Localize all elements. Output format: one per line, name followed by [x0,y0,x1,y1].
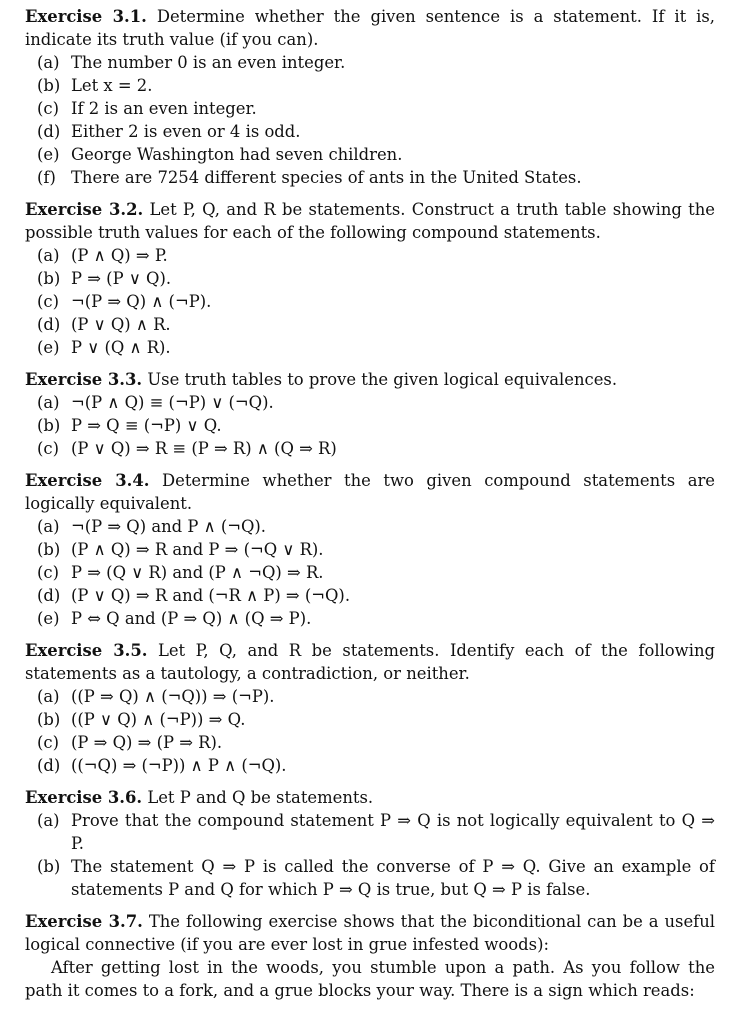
item-label: (c) [37,99,59,118]
exercise-3-7 [25,910,715,1002]
item-text: (P ∨ Q) ∧ R. [71,315,171,334]
exercise-text: Let P, Q, and R be statements. Identify each of the following statements as a tautology, a contradiction, or neither. [25,641,715,683]
list-item [25,538,715,561]
list-item [25,809,715,855]
item-list [25,391,715,460]
exercise-text: Determine whether the two given compound statements are logically equivalent. [25,471,716,513]
exercise-heading: Exercise 3.4. [25,471,150,490]
item-label: (e) [37,609,60,628]
item-label: (b) [37,857,61,876]
item-text: ((¬Q) ⇒ (¬P)) ∧ P ∧ (¬Q). [71,756,287,775]
item-label: (a) [37,393,60,412]
exercise-heading: Exercise 3.7. [25,912,143,931]
item-label: (a) [37,246,60,265]
item-text: P ⇔ Q and (P ⇒ Q) ∧ (Q ⇒ P). [71,609,312,628]
item-label: (c) [37,733,59,752]
list-item [25,731,715,754]
exercise-intro [25,639,715,685]
item-list [25,809,715,901]
item-label: (b) [37,540,61,559]
item-text: The statement Q ⇒ P is called the converse of P ⇒ Q. Give an example of statements P and Q for which P ⇒ Q is true, but Q ⇒ P is false. [71,857,715,899]
item-label: (d) [37,122,61,141]
item-label: (e) [37,145,60,164]
list-item [25,391,715,414]
item-text: (P ∧ Q) ⇒ P. [71,246,168,265]
list-item [25,437,715,460]
document-page [25,5,715,1011]
exercise-intro [25,5,715,51]
item-text: P ⇒ (Q ∨ R) and (P ∧ ¬Q) ⇒ R. [71,563,324,582]
item-text: ¬(P ⇒ Q) ∧ (¬P). [71,292,212,311]
item-text: P ⇒ (P ∨ Q). [71,269,172,288]
item-label: (d) [37,315,61,334]
list-item [25,120,715,143]
exercise-3-5 [25,639,715,777]
item-list [25,685,715,777]
item-label: (e) [37,338,60,357]
exercise-3-4 [25,469,715,630]
list-item [25,685,715,708]
item-label: (c) [37,292,59,311]
item-label: (b) [37,269,61,288]
item-text: (P ∧ Q) ⇒ R and P ⇒ (¬Q ∨ R). [71,540,324,559]
item-text: ((P ∨ Q) ∧ (¬P)) ⇒ Q. [71,710,246,729]
item-text: (P ⇒ Q) ⇒ (P ⇒ R). [71,733,223,752]
item-label: (a) [37,811,60,830]
exercise-text: Let P and Q be statements. [147,788,374,807]
item-label: (d) [37,756,61,775]
item-text: The number 0 is an even integer. [71,53,346,72]
list-item [25,74,715,97]
item-text: Either 2 is even or 4 is odd. [71,122,301,141]
exercise-intro [25,469,715,515]
exercise-text: Use truth tables to prove the given logical equivalences. [147,370,618,389]
list-item [25,754,715,777]
list-item [25,166,715,189]
item-text: (P ∨ Q) ⇒ R ≡ (P ⇒ R) ∧ (Q ⇒ R) [71,439,337,458]
item-text: ¬(P ∧ Q) ≡ (¬P) ∨ (¬Q). [71,393,274,412]
exercise-3-2 [25,198,715,359]
exercise-text: Determine whether the given sentence is a statement. If it is, indicate its truth value (if you can). [25,7,715,49]
list-item [25,267,715,290]
list-item [25,708,715,731]
item-list [25,244,715,359]
list-item [25,515,715,538]
exercise-heading: Exercise 3.6. [25,788,143,807]
list-item [25,97,715,120]
exercise-3-3 [25,368,715,460]
exercise-heading: Exercise 3.1. [25,7,147,26]
exercise-heading: Exercise 3.2. [25,200,144,219]
exercise-heading: Exercise 3.5. [25,641,148,660]
exercise-intro [25,368,715,391]
list-item [25,414,715,437]
item-text: ((P ⇒ Q) ∧ (¬Q)) ⇒ (¬P). [71,687,275,706]
item-text: There are 7254 different species of ants in the United States. [71,168,582,187]
item-label: (a) [37,53,60,72]
exercise-3-1 [25,5,715,189]
exercise-heading: Exercise 3.3. [25,370,143,389]
item-text: If 2 is an even integer. [71,99,257,118]
item-label: (f) [37,168,56,187]
list-item [25,561,715,584]
list-item [25,855,715,901]
story-paragraph: After getting lost in the woods, you stumble upon a path. As you follow the path it comes to a fork, and a grue blocks your way. There is a sign which reads: [25,958,715,1000]
list-item [25,313,715,336]
list-item [25,290,715,313]
item-list [25,51,715,189]
list-item [25,607,715,630]
item-text: Prove that the compound statement P ⇒ Q is not logically equivalent to Q ⇒ P. [71,811,715,853]
exercise-3-6 [25,786,715,901]
list-item [25,336,715,359]
exercise-intro [25,198,715,244]
item-label: (a) [37,687,60,706]
item-list [25,515,715,630]
item-label: (b) [37,416,61,435]
list-item [25,143,715,166]
item-text: ¬(P ⇒ Q) and P ∧ (¬Q). [71,517,266,536]
item-label: (c) [37,563,59,582]
item-label: (b) [37,76,61,95]
item-text: P ⇒ Q ≡ (¬P) ∨ Q. [71,416,222,435]
exercise-text: The following exercise shows that the biconditional can be a useful logical connective (if you are ever lost in grue infested woods): [25,912,716,954]
list-item [25,244,715,267]
list-item [25,584,715,607]
item-text: Let x = 2. [71,76,153,95]
exercise-intro [25,910,715,956]
exercise-intro [25,786,715,809]
item-text: (P ∨ Q) ⇒ R and (¬R ∧ P) ⇒ (¬Q). [71,586,351,605]
list-item [25,51,715,74]
exercise-text: Let P, Q, and R be statements. Construct a truth table showing the possible truth values for each of the following compound statements. [25,200,715,242]
item-text: George Washington had seven children. [71,145,403,164]
item-label: (a) [37,517,60,536]
item-label: (b) [37,710,61,729]
item-label: (c) [37,439,59,458]
item-text: P ∨ (Q ∧ R). [71,338,171,357]
item-label: (d) [37,586,61,605]
